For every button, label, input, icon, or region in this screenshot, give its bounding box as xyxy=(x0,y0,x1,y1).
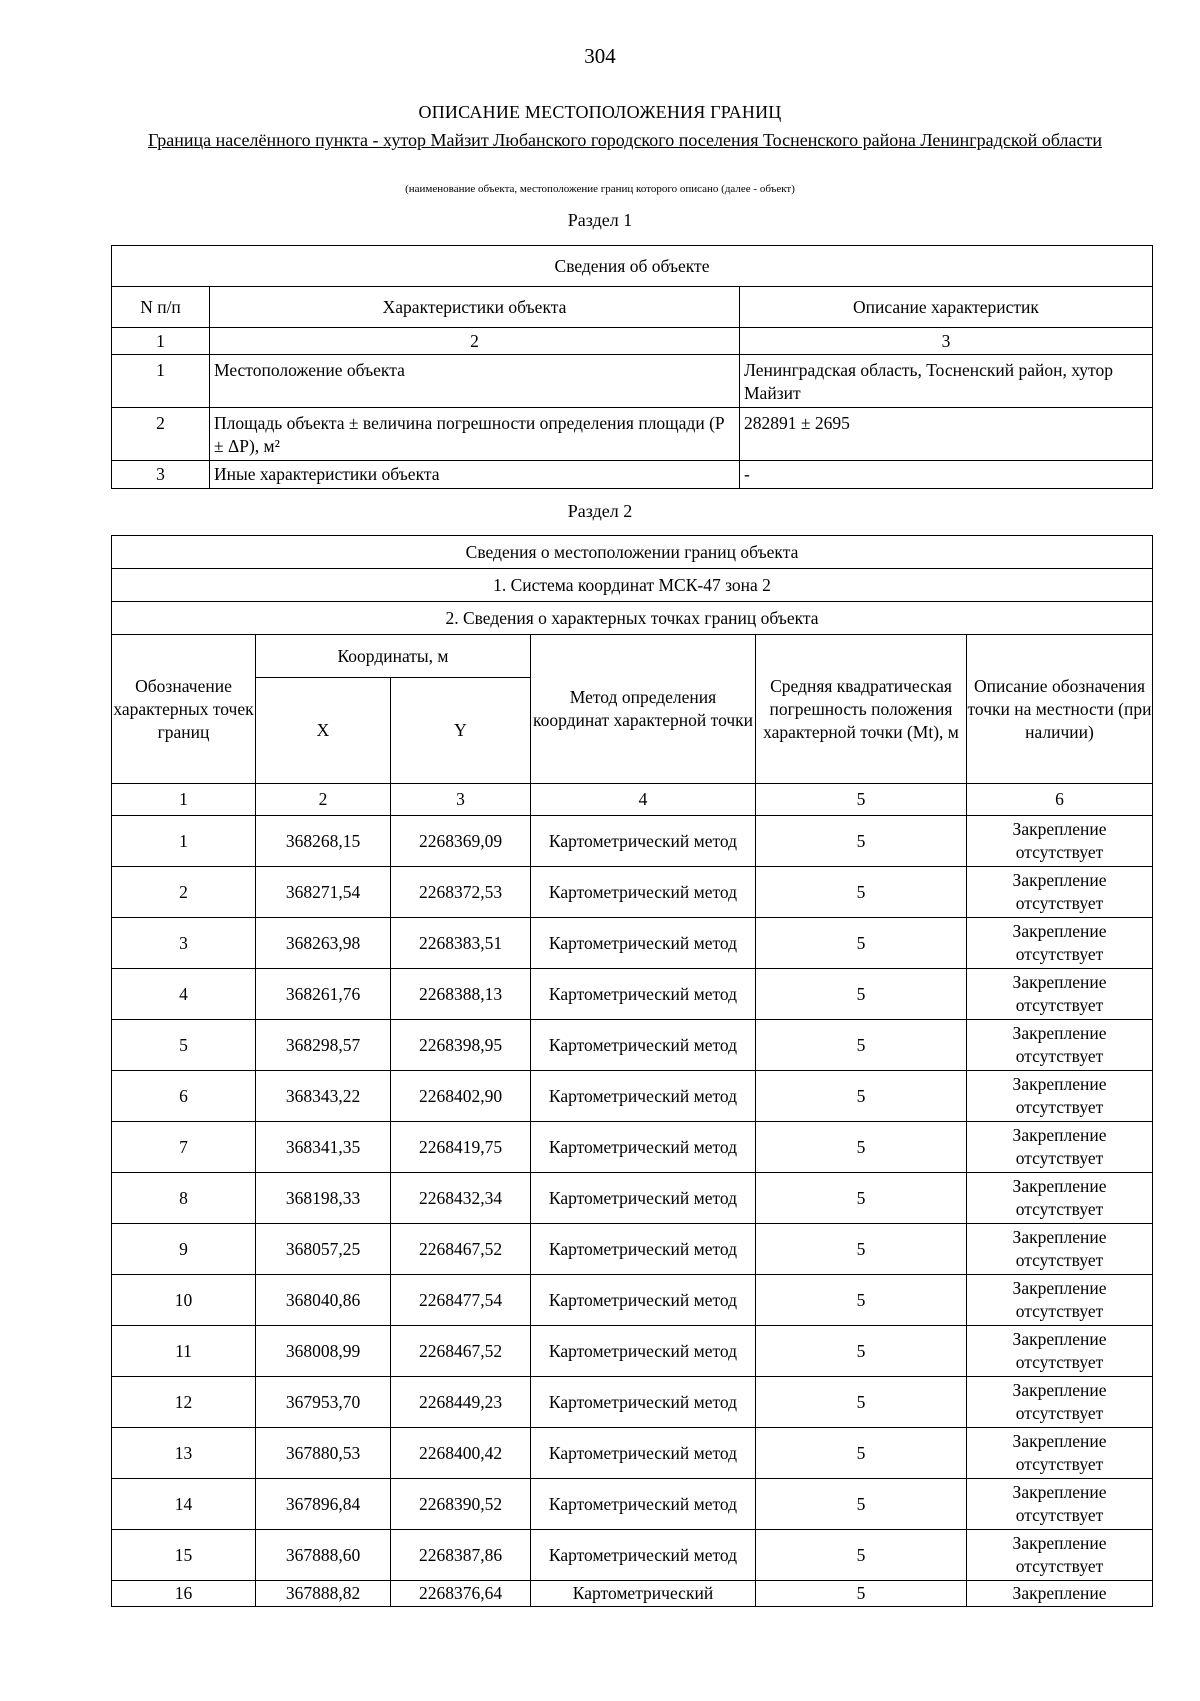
point-description: Закрепление отсутствует xyxy=(967,1173,1153,1224)
point-y: 2268398,95 xyxy=(391,1020,531,1071)
table-row xyxy=(112,1479,1153,1530)
point-error: 5 xyxy=(756,816,967,867)
header-coordinates: Координаты, м xyxy=(256,635,531,678)
column-number: 4 xyxy=(531,784,756,816)
point-description: Закрепление отсутствует xyxy=(967,1377,1153,1428)
point-method: Картометрический метод xyxy=(531,1020,756,1071)
column-number: 3 xyxy=(391,784,531,816)
table-row xyxy=(112,1428,1153,1479)
point-number: 16 xyxy=(112,1581,256,1607)
point-x: 368057,25 xyxy=(256,1224,391,1275)
point-y: 2268432,34 xyxy=(391,1173,531,1224)
point-error: 5 xyxy=(756,1224,967,1275)
table-row xyxy=(112,1122,1153,1173)
point-description: Закрепление отсутствует xyxy=(967,1479,1153,1530)
point-error: 5 xyxy=(756,1173,967,1224)
point-y: 2268387,86 xyxy=(391,1530,531,1581)
point-error: 5 xyxy=(756,1479,967,1530)
point-number: 13 xyxy=(112,1428,256,1479)
column-number: 3 xyxy=(740,328,1153,355)
object-info-table xyxy=(111,245,1153,489)
table-row xyxy=(112,1020,1153,1071)
point-x: 367896,84 xyxy=(256,1479,391,1530)
table-row xyxy=(112,918,1153,969)
point-description: Закрепление отсутствует xyxy=(967,1020,1153,1071)
point-y: 2268419,75 xyxy=(391,1122,531,1173)
point-y: 2268369,09 xyxy=(391,816,531,867)
point-y: 2268390,52 xyxy=(391,1479,531,1530)
point-description: Закрепление xyxy=(967,1581,1153,1607)
table-row xyxy=(112,1071,1153,1122)
point-method: Картометрический метод xyxy=(531,969,756,1020)
point-method: Картометрический метод xyxy=(531,867,756,918)
point-number: 11 xyxy=(112,1326,256,1377)
column-number: 6 xyxy=(967,784,1153,816)
column-number: 1 xyxy=(112,784,256,816)
point-y: 2268402,90 xyxy=(391,1071,531,1122)
point-error: 5 xyxy=(756,1377,967,1428)
point-number: 8 xyxy=(112,1173,256,1224)
point-error: 5 xyxy=(756,1275,967,1326)
points-section-title: 2. Сведения о характерных точках границ объекта xyxy=(112,602,1153,635)
point-method: Картометрический метод xyxy=(531,1224,756,1275)
header-y: Y xyxy=(391,678,531,784)
table-row xyxy=(112,1275,1153,1326)
point-x: 367888,82 xyxy=(256,1581,391,1607)
characteristic-cell: Иные характеристики объекта xyxy=(210,461,740,489)
section-2-title: Раздел 2 xyxy=(567,501,633,521)
point-number: 14 xyxy=(112,1479,256,1530)
point-number: 5 xyxy=(112,1020,256,1071)
characteristic-cell: Площадь объекта ± величина погрешности определения площади (P ± ΔP), м² xyxy=(210,408,740,461)
table-row xyxy=(112,816,1153,867)
point-y: 2268477,54 xyxy=(391,1275,531,1326)
point-number: 6 xyxy=(112,1071,256,1122)
point-y: 2268388,13 xyxy=(391,969,531,1020)
column-number: 1 xyxy=(112,328,210,355)
row-number: 2 xyxy=(112,408,210,461)
point-number: 4 xyxy=(112,969,256,1020)
column-number: 2 xyxy=(210,328,740,355)
table-row xyxy=(112,1224,1153,1275)
point-y: 2268383,51 xyxy=(391,918,531,969)
boundary-points-table xyxy=(111,535,1153,1607)
point-number: 7 xyxy=(112,1122,256,1173)
point-error: 5 xyxy=(756,1122,967,1173)
point-error: 5 xyxy=(756,1326,967,1377)
point-error: 5 xyxy=(756,969,967,1020)
point-number: 1 xyxy=(112,816,256,867)
table-row xyxy=(112,355,1153,408)
point-method: Картометрический метод xyxy=(531,1377,756,1428)
point-method: Картометрический метод xyxy=(531,1275,756,1326)
point-method: Картометрический метод xyxy=(531,1479,756,1530)
row-number: 3 xyxy=(112,461,210,489)
object-name-caption: (наименование объекта, местоположение границ которого описано (далее - объект) xyxy=(405,183,795,195)
point-number: 12 xyxy=(112,1377,256,1428)
table-row xyxy=(112,461,1153,489)
column-number: 2 xyxy=(256,784,391,816)
point-number: 3 xyxy=(112,918,256,969)
column-number: 5 xyxy=(756,784,967,816)
point-method: Картометрический метод xyxy=(531,1122,756,1173)
section-1-title: Раздел 1 xyxy=(567,210,633,230)
point-number: 10 xyxy=(112,1275,256,1326)
point-description: Закрепление отсутствует xyxy=(967,1428,1153,1479)
header-point-description: Описание обозначения точки на местности (при наличии) xyxy=(967,635,1153,784)
point-description: Закрепление отсутствует xyxy=(967,1275,1153,1326)
point-description: Закрепление отсутствует xyxy=(967,1122,1153,1173)
table-row xyxy=(112,969,1153,1020)
point-y: 2268372,53 xyxy=(391,867,531,918)
point-x: 368040,86 xyxy=(256,1275,391,1326)
document-title: ОПИСАНИЕ МЕСТОПОЛОЖЕНИЯ ГРАНИЦ xyxy=(418,102,782,122)
point-description: Закрепление отсутствует xyxy=(967,867,1153,918)
point-number: 9 xyxy=(112,1224,256,1275)
point-y: 2268376,64 xyxy=(391,1581,531,1607)
header-x: X xyxy=(256,678,391,784)
header-point: Обозначение характерных точек границ xyxy=(112,635,256,784)
object-name: Граница населённого пункта - хутор Майзит Любанского городского поселения Тосненского района Ленинградской области xyxy=(148,130,1102,150)
description-cell: 282891 ± 2695 xyxy=(740,408,1153,461)
point-x: 368261,76 xyxy=(256,969,391,1020)
point-error: 5 xyxy=(756,1020,967,1071)
point-y: 2268449,23 xyxy=(391,1377,531,1428)
point-description: Закрепление отсутствует xyxy=(967,918,1153,969)
point-number: 2 xyxy=(112,867,256,918)
table-row xyxy=(112,1377,1153,1428)
point-description: Закрепление отсутствует xyxy=(967,969,1153,1020)
page-number: 304 xyxy=(584,44,616,68)
table-row xyxy=(112,1173,1153,1224)
header-method: Метод определения координат характерной точки xyxy=(531,635,756,784)
point-description: Закрепление отсутствует xyxy=(967,1224,1153,1275)
point-x: 368198,33 xyxy=(256,1173,391,1224)
table-row xyxy=(112,408,1153,461)
table-row xyxy=(112,867,1153,918)
header-error: Средняя квадратическая погрешность положения характерной точки (Mt), м xyxy=(756,635,967,784)
point-y: 2268467,52 xyxy=(391,1224,531,1275)
point-method: Картометрический метод xyxy=(531,1071,756,1122)
point-x: 367888,60 xyxy=(256,1530,391,1581)
point-x: 368008,99 xyxy=(256,1326,391,1377)
point-y: 2268400,42 xyxy=(391,1428,531,1479)
object-info-table-title: Сведения об объекте xyxy=(112,246,1153,287)
point-description: Закрепление отсутствует xyxy=(967,1326,1153,1377)
point-x: 367880,53 xyxy=(256,1428,391,1479)
table-row xyxy=(112,1530,1153,1581)
description-cell: - xyxy=(740,461,1153,489)
coordinate-system: 1. Система координат МСК-47 зона 2 xyxy=(112,569,1153,602)
characteristic-cell: Местоположение объекта xyxy=(210,355,740,408)
point-description: Закрепление отсутствует xyxy=(967,816,1153,867)
boundary-table-title: Сведения о местоположении границ объекта xyxy=(112,536,1153,569)
point-description: Закрепление отсутствует xyxy=(967,1530,1153,1581)
point-method: Картометрический метод xyxy=(531,1326,756,1377)
point-x: 368268,15 xyxy=(256,816,391,867)
point-error: 5 xyxy=(756,1581,967,1607)
point-x: 368271,54 xyxy=(256,867,391,918)
point-error: 5 xyxy=(756,1071,967,1122)
header-characteristic: Характеристики объекта xyxy=(210,287,740,328)
point-method: Картометрический метод xyxy=(531,1530,756,1581)
description-cell: Ленинградская область, Тосненский район, хутор Майзит xyxy=(740,355,1153,408)
point-method: Картометрический метод xyxy=(531,816,756,867)
point-error: 5 xyxy=(756,1530,967,1581)
point-y: 2268467,52 xyxy=(391,1326,531,1377)
point-x: 368341,35 xyxy=(256,1122,391,1173)
row-number: 1 xyxy=(112,355,210,408)
header-description: Описание характеристик xyxy=(740,287,1153,328)
point-error: 5 xyxy=(756,867,967,918)
point-method: Картометрический метод xyxy=(531,918,756,969)
table-row xyxy=(112,1581,1153,1607)
point-error: 5 xyxy=(756,918,967,969)
point-x: 368263,98 xyxy=(256,918,391,969)
point-x: 368343,22 xyxy=(256,1071,391,1122)
point-x: 368298,57 xyxy=(256,1020,391,1071)
point-method: Картометрический метод xyxy=(531,1173,756,1224)
point-number: 15 xyxy=(112,1530,256,1581)
point-error: 5 xyxy=(756,1428,967,1479)
point-method: Картометрический xyxy=(531,1581,756,1607)
point-x: 367953,70 xyxy=(256,1377,391,1428)
table-row xyxy=(112,1326,1153,1377)
point-description: Закрепление отсутствует xyxy=(967,1071,1153,1122)
header-number: N п/п xyxy=(112,287,210,328)
point-method: Картометрический метод xyxy=(531,1428,756,1479)
